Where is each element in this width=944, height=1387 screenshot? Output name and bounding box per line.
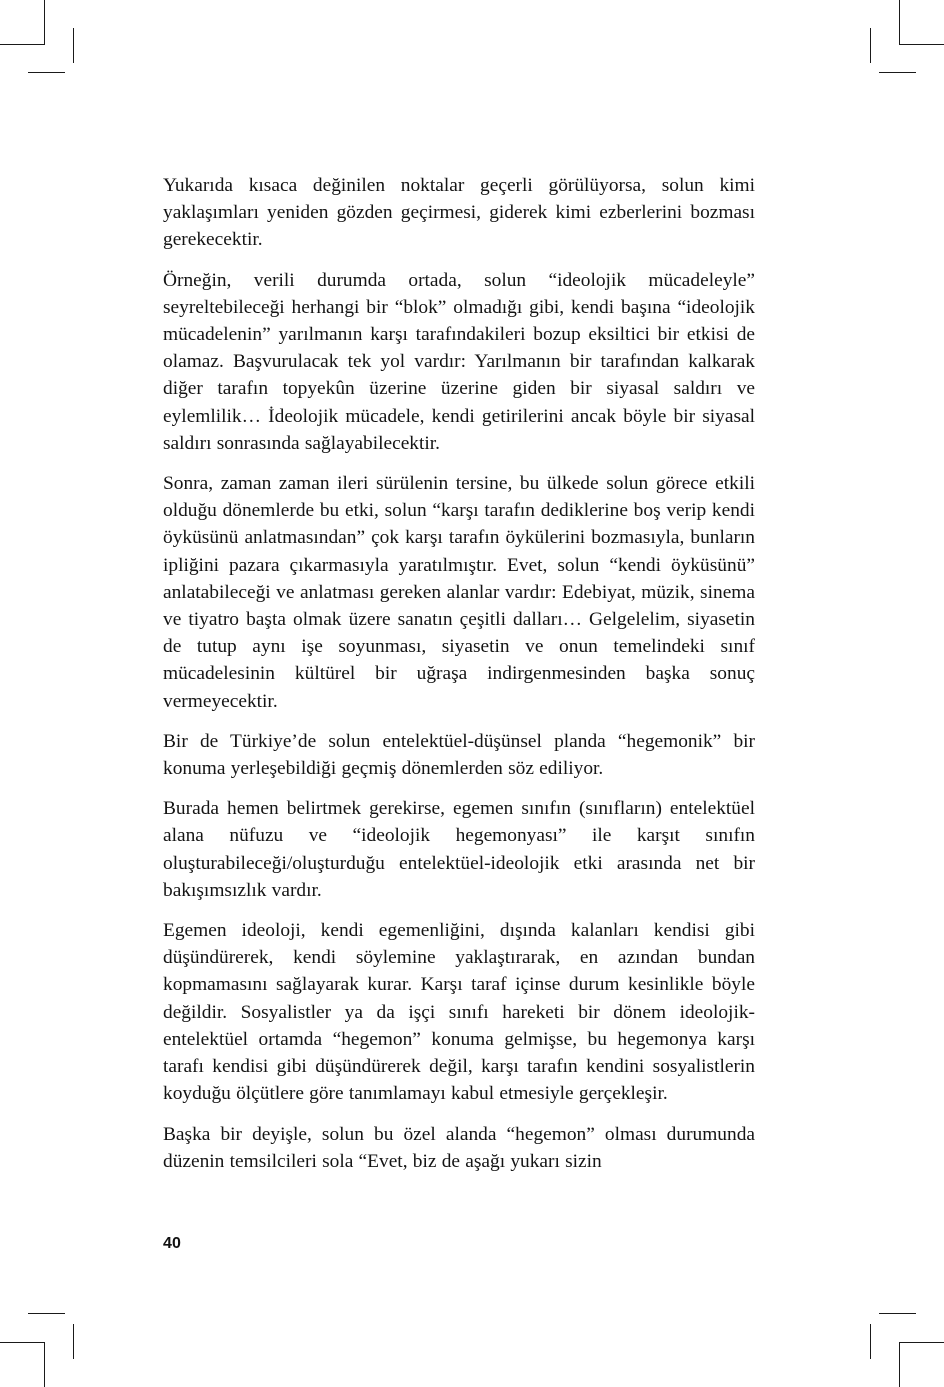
registration-mark-bottom-left-horizontal bbox=[28, 1313, 65, 1314]
registration-mark-bottom-right-horizontal bbox=[879, 1313, 916, 1314]
crop-mark-bottom-right-horizontal bbox=[899, 1342, 944, 1343]
paragraph: Yukarıda kısaca değinilen noktalar geçerli görülüyorsa, solun kimi yaklaşımları yeniden gözden geçirmesi, giderek kimi ezberlerini bozması gerekecektir. bbox=[163, 175, 755, 251]
paragraph: Başka bir deyişle, solun bu özel alanda “hegemon” olması durumunda düzenin temsilcileri sola “Evet, biz de aşağı yukarı sizin bbox=[163, 1123, 755, 1172]
paragraph: Örneğin, verili durumda ortada, solun “ideolojik mücadeleyle” seyreltebileceği herhangi bir “blok” olmadığı gibi, kendi başına “ideolojik mücadelenin” yarılmanın karşı tarafındakileri bozup eksiltici bir etkisi de olamaz. Başvurulacak tek yol vardır: Yarılmanın bir tarafından kalkarak diğer tarafın topyekûn üzerine üzerine giden bir siyasal saldırı ve eylemlilik… İdeolojik mücadele, kendi getirilerini ancak böyle bir siyasal saldırı sonrasında sağlayabilecektir. bbox=[163, 269, 755, 454]
crop-mark-top-right-vertical bbox=[899, 0, 900, 45]
crop-mark-bottom-right-vertical bbox=[899, 1342, 900, 1387]
paragraph: Egemen ideoloji, kendi egemenliğini, dışında kalanları kendisi gibi düşündürerek, kendi söylemine yaklaştırarak, en azından bundan kopmamasını sağlayarak kurar. Karşı taraf içinse durum kesinlikle böyle değildir. Sosyalistler ya da işçi sınıfı hareketi bir dönem ideolojik-entelektüel ortamda “hegemon” konuma gelmişse, bu hegemonya karşı tarafı kendisi gibi düşündürerek değil, karşı tarafın kendini sosyalistlerin koyduğu ölçütlere göre tanımlamayı kabul etmesiyle gerçekleşir. bbox=[163, 920, 755, 1105]
paragraph: Sonra, zaman zaman ileri sürülenin tersine, bu ülkede solun görece etkili olduğu dönemlerde bu etki, solun “karşı tarafın dediklerine boş verip kendi öyküsünü anlatmasından” çok karşı tarafın öykülerini bozmasıyla, bunların ipliğini pazara çıkarmasıyla yaratılmıştır. Evet, solun “kendi öyküsünü” anlatabileceği ve anlatması gereken alanlar vardır: Edebiyat, müzik, sinema ve tiyatro başta olmak üzere sanatın çeşitli dalları… Gelgelelim, siyasetin de tutup aynı işe soyunması, siyasetin ve onun temelindeki sınıf mücadelesinin kültürel bir uğraşa indirgenmesinden başka sonuç vermeyecektir. bbox=[163, 473, 755, 712]
registration-mark-top-right-vertical bbox=[870, 28, 871, 63]
paragraph: Burada hemen belirtmek gerekirse, egemen sınıfın (sınıfların) entelektüel alana nüfuzu ve “ideolojik hegemonyası” ile karşıt sınıfın oluşturabileceği/oluşturduğu entelektüel-ideolojik etki arasında net bir bakışımsızlık vardır. bbox=[163, 798, 755, 901]
body-text-column bbox=[163, 172, 755, 1175]
page-number: 40 bbox=[163, 1235, 182, 1252]
registration-mark-bottom-right-vertical bbox=[870, 1324, 871, 1359]
crop-mark-bottom-left-horizontal bbox=[0, 1342, 45, 1343]
registration-mark-top-left-horizontal bbox=[28, 72, 65, 73]
crop-mark-top-left-vertical bbox=[44, 0, 45, 45]
crop-mark-top-left-horizontal bbox=[0, 44, 45, 45]
paragraph: Bir de Türkiye’de solun entelektüel-düşünsel planda “hegemonik” bir konuma yerleşebildiği geçmiş dönemlerden söz ediliyor. bbox=[163, 730, 755, 780]
registration-mark-top-right-horizontal bbox=[879, 72, 916, 73]
crop-mark-bottom-left-vertical bbox=[44, 1342, 45, 1387]
registration-mark-bottom-left-vertical bbox=[73, 1324, 74, 1359]
crop-mark-top-right-horizontal bbox=[899, 44, 944, 45]
registration-mark-top-left-vertical bbox=[73, 28, 74, 63]
